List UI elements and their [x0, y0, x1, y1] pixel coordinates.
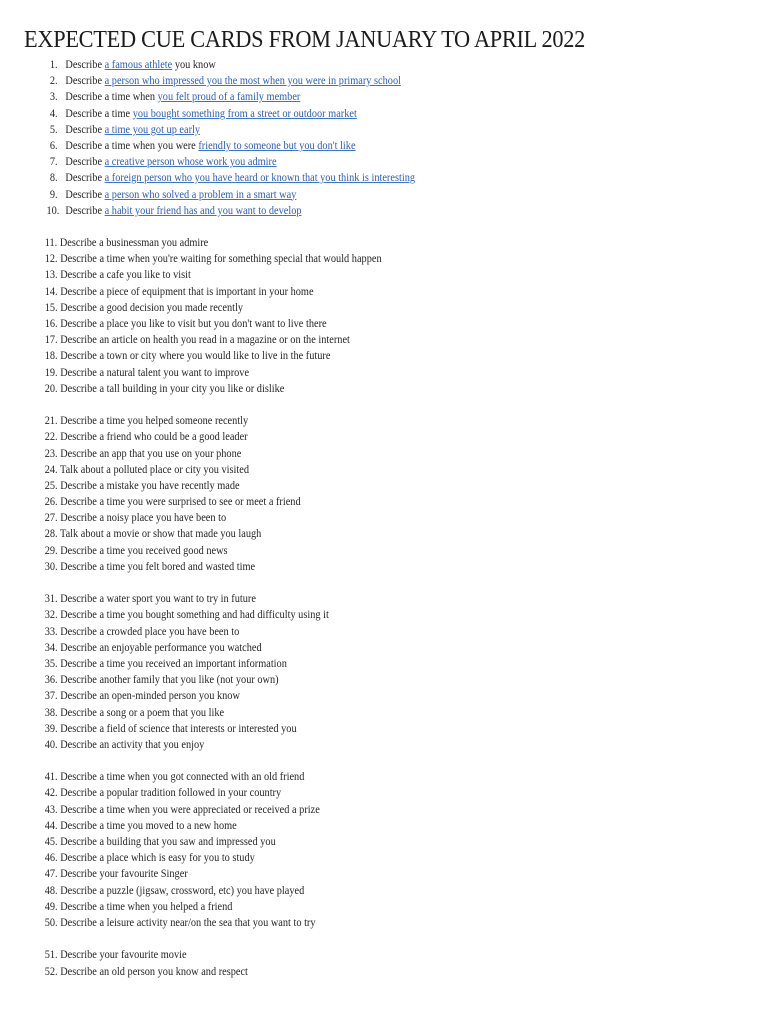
list-item: 17. Describe an article on health you read in a magazine or on the internet — [44, 332, 350, 347]
cue-card-link[interactable]: a person who impressed you the most when you were in primary school — [104, 73, 401, 88]
cue-card-link[interactable]: a habit your friend has and you want to develop — [104, 202, 302, 217]
item-text: you know — [172, 57, 216, 71]
item-text: Describe — [65, 170, 105, 185]
list-item: 26. Describe a time you were surprised to see or meet a friend — [44, 494, 301, 509]
cue-card-link[interactable]: you bought something from a street or outdoor market — [132, 105, 357, 120]
item-text: Describe — [65, 202, 105, 217]
group-spacer — [0, 752, 768, 768]
item-number: 10. — [46, 202, 60, 217]
list-item: 32. Describe a time you bought something and had difficulty using it — [44, 607, 329, 622]
item-text: Describe a time — [65, 105, 133, 120]
list-item: 45. Describe a building that you saw and impressed you — [44, 834, 276, 848]
list-item: 47. Describe your favourite Singer — [44, 866, 188, 881]
list-item: 39. Describe a field of science that interests or interested you — [44, 720, 297, 735]
cue-card-blocks-2-to-6 — [0, 218, 768, 979]
list-item: 13. Describe a cafe you like to visit — [44, 267, 191, 282]
item-text: Describe — [65, 154, 105, 169]
list-item: 12. Describe a time when you're waiting for something special that would happen — [44, 251, 382, 266]
list-item: 14. Describe a piece of equipment that is important in your home — [44, 283, 314, 298]
item-text: Describe a time when — [65, 89, 158, 104]
list-item: 25. Describe a mistake you have recently made — [44, 477, 240, 492]
item-number: 8. — [49, 170, 58, 185]
list-item: 36. Describe another family that you like (not your own) — [44, 672, 279, 687]
list-item — [0, 121, 660, 137]
list-item: 50. Describe a leisure activity near/on the sea that you want to try — [44, 914, 316, 929]
list-item: 22. Describe a friend who could be a good leader — [44, 429, 248, 444]
group-spacer — [0, 574, 768, 590]
list-item — [0, 169, 660, 185]
list-item: 51. Describe your favourite movie — [44, 947, 187, 962]
list-item: 44. Describe a time you moved to a new home — [44, 817, 237, 832]
list-item: 27. Describe a noisy place you have been to — [44, 510, 227, 525]
item-number: 5. — [49, 121, 58, 136]
list-item — [0, 56, 660, 72]
list-item: 18. Describe a town or city where you would like to live in the future — [44, 348, 331, 363]
list-item: 37. Describe an open-minded person you know — [44, 688, 240, 703]
list-item: 40. Describe an activity that you enjoy — [44, 736, 205, 751]
list-item: 43. Describe a time when you were appreciated or received a prize — [44, 801, 320, 816]
list-item: 29. Describe a time you received good news — [44, 542, 228, 557]
item-text: Describe a time when you were — [65, 137, 199, 152]
list-item: 33. Describe a crowded place you have been to — [44, 623, 240, 638]
list-item: 15. Describe a good decision you made recently — [44, 299, 244, 314]
list-item: 19. Describe a natural talent you want to improve — [44, 364, 250, 379]
item-number: 3. — [49, 89, 58, 104]
list-item: 38. Describe a song or a poem that you like — [44, 704, 225, 719]
group-spacer — [0, 218, 768, 234]
list-item: 21. Describe a time you helped someone recently — [44, 413, 249, 428]
list-item: 41. Describe a time when you got connected with an old friend — [44, 769, 305, 784]
page-title: EXPECTED CUE CARDS FROM JANUARY TO APRIL 2022 — [24, 27, 586, 53]
cue-card-link[interactable]: you felt proud of a family member — [157, 89, 301, 104]
item-text: Describe — [65, 73, 105, 88]
list-item — [0, 105, 660, 121]
list-item — [0, 202, 660, 218]
list-item: 48. Describe a puzzle (jigsaw, crossword, etc) you have played — [44, 882, 305, 897]
list-item: 16. Describe a place you like to visit but you don't want to live there — [44, 316, 327, 330]
item-text: Describe — [65, 186, 105, 201]
list-item: 24. Talk about a polluted place or city you visited — [44, 461, 250, 476]
item-number: 4. — [49, 105, 58, 120]
list-item: 31. Describe a water sport you want to try in future — [44, 591, 256, 606]
list-item: 28. Talk about a movie or show that made you laugh — [44, 526, 262, 541]
item-number: 1. — [49, 57, 58, 71]
item-text: Describe — [65, 57, 105, 71]
list-item: 52. Describe an old person you know and respect — [44, 963, 248, 978]
cue-card-block-1 — [0, 56, 768, 218]
item-text: Describe — [65, 121, 105, 136]
list-item: 30. Describe a time you felt bored and wasted time — [44, 558, 256, 573]
item-number: 6. — [49, 137, 58, 152]
cue-card-link[interactable]: a creative person whose work you admire — [104, 154, 277, 169]
list-item — [0, 137, 660, 153]
list-item: 42. Describe a popular tradition followed in your country — [44, 785, 282, 800]
cue-card-link[interactable]: friendly to someone but you don't like — [198, 137, 356, 152]
cue-card-link[interactable]: a famous athlete — [104, 57, 173, 71]
list-item — [0, 186, 660, 202]
list-item — [0, 88, 660, 104]
cue-card-link[interactable]: a time you got up early — [104, 121, 201, 136]
item-number: 7. — [49, 154, 58, 169]
list-item: 23. Describe an app that you use on your phone — [44, 445, 242, 460]
list-item: 34. Describe an enjoyable performance you watched — [44, 639, 262, 654]
list-item — [0, 72, 660, 88]
list-item: 11. Describe a businessman you admire — [44, 235, 209, 250]
list-item: 20. Describe a tall building in your city you like or dislike — [44, 380, 285, 395]
item-number: 2. — [49, 73, 58, 88]
group-spacer — [0, 396, 768, 412]
cue-card-link[interactable]: a foreign person who you have heard or known that you think is interesting — [104, 170, 416, 185]
list-item: 35. Describe a time you received an important information — [44, 655, 287, 670]
list-item: 46. Describe a place which is easy for you to study — [44, 850, 255, 865]
group-spacer — [0, 930, 768, 946]
cue-card-link[interactable]: a person who solved a problem in a smart way — [104, 186, 297, 201]
item-number: 9. — [49, 186, 58, 201]
cue-card-list — [0, 56, 768, 979]
list-item: 49. Describe a time when you helped a friend — [44, 898, 233, 913]
list-item — [0, 153, 660, 169]
